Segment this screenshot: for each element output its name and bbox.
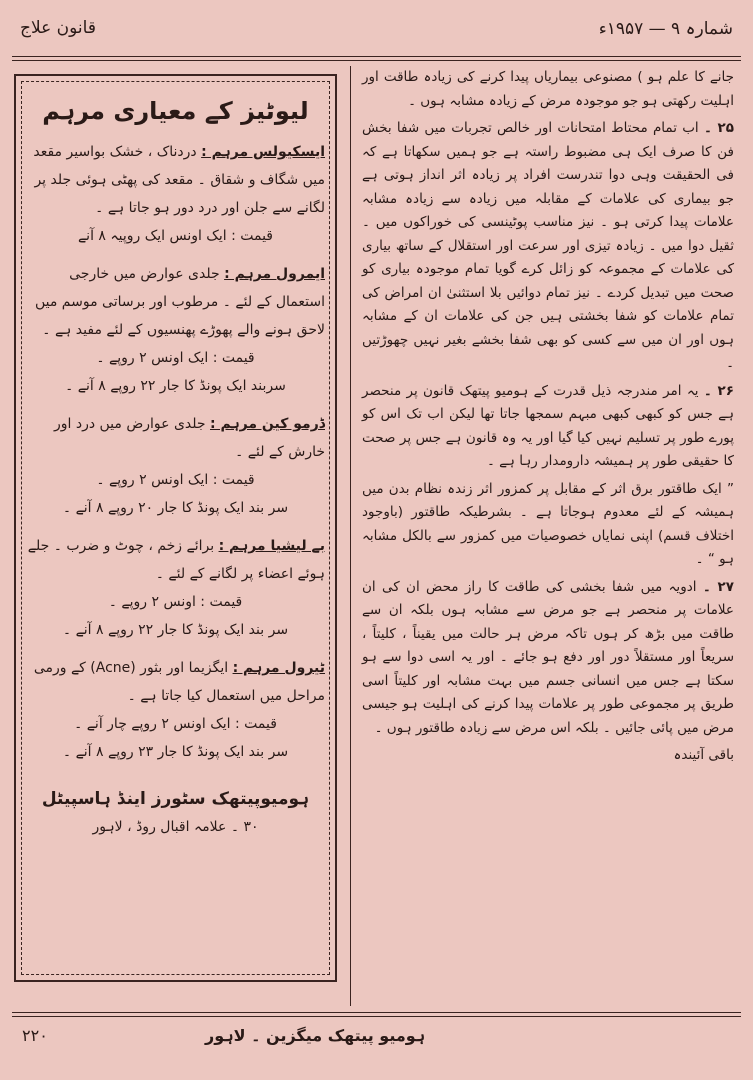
product-belishia xyxy=(26,532,325,644)
article-paragraph xyxy=(362,380,734,474)
advertisement-title: لیوٹیز کے معیاری مرہم xyxy=(42,97,309,125)
article-paragraph xyxy=(362,576,734,741)
product-terol xyxy=(26,654,325,766)
product-description: جلدی عوارض میں درد اور خارش کے لئے ۔ xyxy=(53,416,325,460)
header-rule-thin xyxy=(12,60,741,61)
footer-rule-thin xyxy=(12,1016,741,1017)
page-header xyxy=(12,14,741,48)
product-bulk-price: سربند ایک پونڈ کا جار ۲۲ روپے ۸ آنے ۔ xyxy=(65,378,286,394)
product-price: قیمت : ایک اونس ۲ روپے ۔ xyxy=(96,472,255,488)
paragraph-text: اب تمام محتاط امتحانات اور خالص تجربات میں شفا بخش فن کا صرف ایک ہی مضبوط راستہ ہے جو ہمیں سکھاتا ہے کہ فی الحقیقت وہی دوا تندرست افراد پر زیادہ اثر انداز ہوتی ہے جو بیماری کی علامات کے مقابلہ میں زیادہ سے زیادہ مشابہ علامات پیدا کرتی ہو ۔ نیز مناسب پوٹینسی کی خوراکوں میں ۔ ثقیل دوا میں ۔ زیادہ تیزی اور سرعت اور استقلال کے ساتھ بیاری کی علامات کے مجموعہ کو زائل کرے گویا تمام موجودہ بیاری کو صحت میں تبدیل کردے ۔ نیز تمام دوائیں بلا استثنیٰ ان امراض کی تمام علامات کو شفا بخشتی ہیں جن کی علامات ان کے مشابہ ہوں اور ان میں سے کسی کو بھی شفا بخشے بغیر نہیں چھوڑتیں ۔ xyxy=(362,120,734,371)
footer-rule xyxy=(12,1012,741,1013)
article-paragraph xyxy=(362,117,734,376)
product-aesculus xyxy=(26,138,325,250)
magazine-name: ہومیو پیتھک میگزین ۔ لاہور xyxy=(205,1026,426,1045)
issue-number: شمارہ ۹ — ۱۹۵۷ء xyxy=(598,19,733,39)
product-bulk-price: سر بند ایک پونڈ کا جار ۲۳ روپے ۸ آنے ۔ xyxy=(62,744,289,760)
article-column xyxy=(362,66,734,996)
product-emrol xyxy=(26,260,325,400)
product-dermocain xyxy=(26,410,325,522)
column-divider xyxy=(350,66,351,1006)
header-rule xyxy=(12,56,741,57)
product-price: قیمت : ایک اونس ایک روپیہ ۸ آنے xyxy=(77,228,274,244)
paragraph-number: ۲۶ ۔ xyxy=(703,382,734,399)
page-number: ۲۲۰ xyxy=(22,1026,48,1045)
continued-note: باقی آئیندہ xyxy=(673,747,734,763)
product-description: دردناک ، خشک بواسیر مقعد میں شگاف و شقاق ۔ مقعد کی پھٹی ہوئی جلد پر لگانے سے جلن اور درد دور ہو جاتا ہے ۔ xyxy=(33,144,325,216)
product-bulk-price: سر بند ایک پونڈ کا جار ۲۰ روپے ۸ آنے ۔ xyxy=(62,500,289,516)
advertisement-content xyxy=(26,90,325,966)
product-name: ایمرول مرہم : xyxy=(224,266,325,282)
product-price: قیمت : ایک اونس ۲ روپے ۔ xyxy=(96,350,255,366)
paragraph-text: یہ امر مندرجہ ذیل قدرت کے ہومیو پیتھک قانون پر منحصر ہے جس کو کبھی کبھی مبہم سمجھا جاتا تھا لیکن اب تک اس کو پورے طور پر تسلیم نہیں کیا گیا اور یہ وہ قانون ہے جس پر صحت کا حقیقی طور پر ہمیشہ دارومدار رہا ہے ۔ xyxy=(362,382,734,469)
paragraph-text: جانے کا علم ہو ) مصنوعی بیماریاں پیدا کرنے کی زیادہ طاقت اور اہلیت رکھتی ہو جو موجودہ مرض کے زیادہ مشابہ ہوں ۔ xyxy=(362,69,734,109)
article-paragraph xyxy=(362,66,734,113)
company-name: ہومیوپیتھک سٹورز اینڈ ہاسپیٹل xyxy=(41,789,310,809)
product-description: برائے زخم ، چوٹ و ضرب ۔ جلے ہوئے اعضاء پر لگانے کے لئے ۔ xyxy=(27,538,325,582)
paragraph-text: ادویہ میں شفا بخشی کی طاقت کا راز محض ان کی ان علامات پر منحصر ہے جو مرض سے مشابہ ہوں بلکہ ان سے طاقت میں بڑھ کر ہوں تاکہ مرض ہر حالت میں یقیناً ، کلیتاً ، سریعاً اور مستقلاً دور اور دفع ہو جائے ۔ اور یہ اسی دوا سے ہو سکتا ہے جس میں انسانی جسم میں بہت مشابہ اور کلیتاً اسی طریق پر مجموعی طور پر علامات پیدا کرنے کی اہلیت ہو جیسی مرض میں پائی جائیں ۔ بلکہ اس مرض سے زیادہ طاقتور ہوں ۔ xyxy=(362,578,734,736)
product-description: جلدی عوارض میں خارجی استعمال کے لئے ۔ مرطوب اور برساتی موسم میں لاحق ہونے والے پھوڑے پھنسیوں کے لئے مفید ہے ۔ xyxy=(34,266,325,338)
product-name: بے لیشیا مرہم : xyxy=(218,538,325,554)
paragraph-number: ۲۷ ۔ xyxy=(702,578,734,595)
product-name: ایسکیولس مرہم : xyxy=(201,144,325,160)
product-price: قیمت : اونس ۲ روپے ۔ xyxy=(108,594,243,610)
journal-title: قانون علاج xyxy=(20,18,96,38)
paragraph-number: ۲۵ ۔ xyxy=(703,120,734,136)
product-price: قیمت : ایک اونس ۲ روپے چار آنے ۔ xyxy=(74,716,277,732)
article-quote xyxy=(362,478,734,572)
advertisement-box xyxy=(14,74,337,982)
company-address: ۳۰ ۔ علامہ اقبال روڈ ، لاہور xyxy=(92,819,259,835)
product-name: ڈرمو کین مرہم : xyxy=(210,416,325,432)
product-bulk-price: سر بند ایک پونڈ کا جار ۲۲ روپے ۸ آنے ۔ xyxy=(62,622,289,638)
product-name: ٹیرول مرہم : xyxy=(232,660,325,676)
product-description: ایگزیما اور بثور (Acne) کے ورمی مراحل میں استعمال کیا جاتا ہے ۔ xyxy=(33,660,325,704)
paragraph-text: ” ایک طاقتور برق اثر کے مقابل پر کمزور اثر زندہ نظام بدن میں ہمیشہ کے لئے معدوم ہوجاتا ہے ۔ بشرطیکہ طاقتور (باوجود اختلاف قسم) اپنی نمایاں خصوصیات میں کمزور سے بالکل مشابہ ہو “ ۔ xyxy=(362,480,734,567)
